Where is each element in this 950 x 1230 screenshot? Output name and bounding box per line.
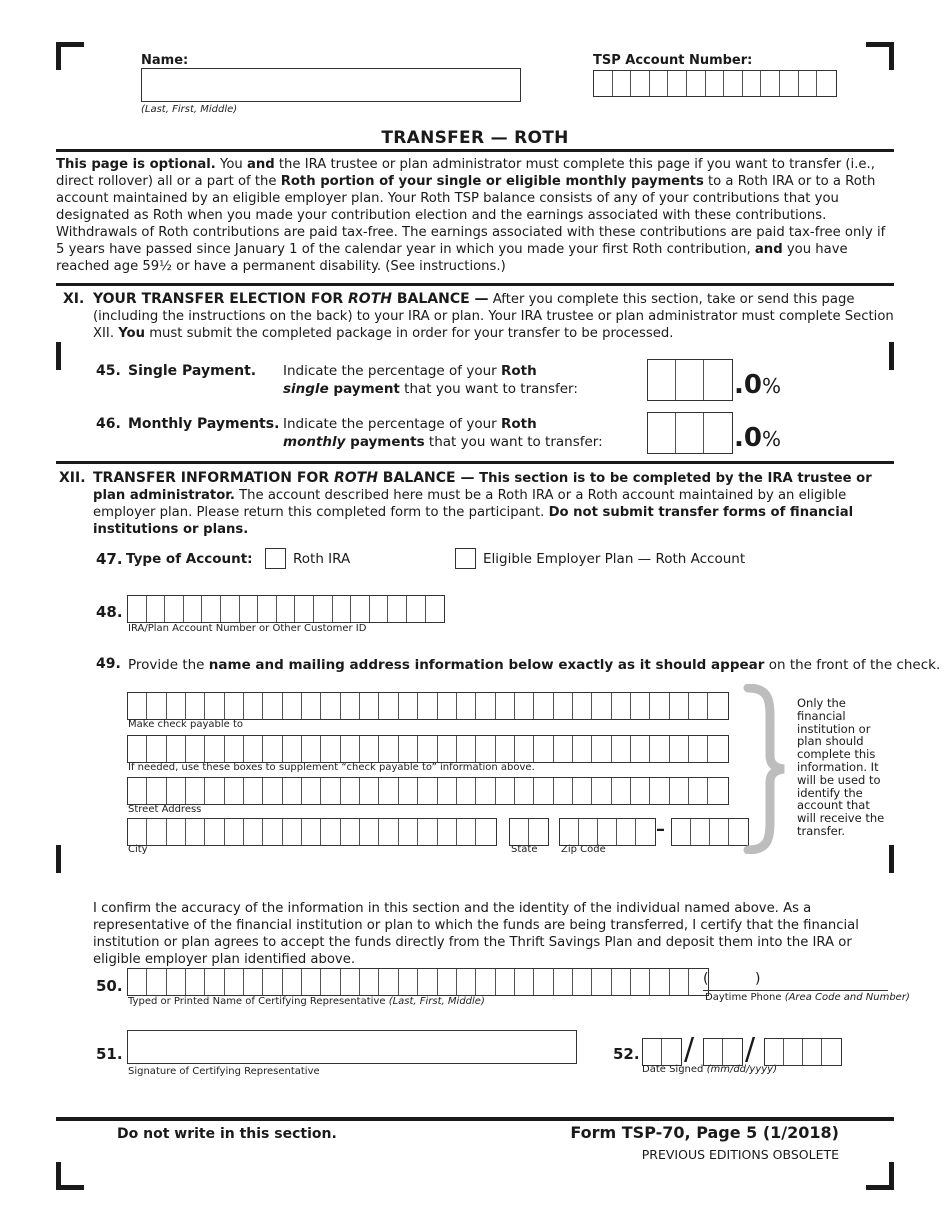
character-box[interactable] [476,736,495,762]
character-box[interactable] [612,969,631,995]
character-box[interactable] [167,693,186,719]
character-box[interactable] [379,969,398,995]
character-box[interactable] [534,778,553,804]
crop-mark-top-right [889,42,894,70]
character-box[interactable] [302,969,321,995]
character-box[interactable] [205,736,224,762]
character-box[interactable] [761,71,780,96]
character-box[interactable] [379,693,398,719]
zip-dash: – [656,819,665,840]
registration-mark-left [56,342,61,370]
character-box[interactable] [710,819,729,845]
character-box[interactable] [689,693,708,719]
character-box[interactable] [780,71,799,96]
character-box[interactable] [554,778,573,804]
name-field[interactable] [141,68,521,102]
character-box[interactable] [186,736,205,762]
character-box[interactable] [184,596,203,622]
account-id-caption: IRA/Plan Account Number or Other Customer ID [128,623,367,634]
character-box[interactable] [643,1039,662,1065]
title-rule [56,149,894,152]
character-box[interactable] [822,1039,841,1065]
section-xii-numeral: XII. [59,470,86,486]
character-box[interactable] [662,1039,681,1065]
character-box[interactable] [244,819,263,845]
character-box[interactable] [360,778,379,804]
character-box[interactable] [341,969,360,995]
character-box[interactable] [650,969,669,995]
intro-paragraph: This page is optional. You and the IRA trustee or plan administrator must complete this page if you want to transfer (i.e., direct rollover) all or a part of the Roth portion of your single or eligible monthly payments to a Roth IRA or to a Roth account maintained by an eligible employer plan. Your Roth TSP balance consists of any of your contributions that you designated as Roth when you made your contribution election and the earnings associated with these contributions. Withdrawals of Roth contributions are paid tax-free. The earnings associated with these contributions are paid tax-free only if 5 years have passed since January 1 of the calendar year in which you made your first Roth contribution, and you have reached age 59½ or have a permanent disability. (See instructions.) [56,157,886,274]
character-box[interactable] [708,693,727,719]
character-box[interactable] [244,778,263,804]
state-caption: State [511,844,538,855]
character-box[interactable] [689,778,708,804]
character-box[interactable] [670,736,689,762]
payable-to-boxes[interactable] [127,692,729,720]
character-box[interactable] [341,736,360,762]
phone-close-paren: ) [755,971,761,987]
character-box[interactable] [407,596,426,622]
character-box[interactable] [708,736,727,762]
character-box[interactable] [302,778,321,804]
date-day-boxes[interactable] [703,1038,743,1066]
account-id-boxes[interactable] [127,595,445,623]
character-box[interactable] [612,778,631,804]
character-box[interactable] [263,969,282,995]
crop-mark-bottom-right [889,1162,894,1190]
right-brace [742,684,787,854]
supplement-boxes[interactable] [127,735,729,763]
character-box[interactable] [333,596,352,622]
date-slash-1: / [684,1032,695,1067]
certification-statement: I confirm the accuracy of the information in this section and the identity of the individual named above. As a representative of the financial institution or plan to which the funds are being transferred, I certify that the financial institution or plan agrees to accept the funds directly from the Thrift Savings Plan and deposit them into the IRA or eligible employer plan identified above. [93,901,859,967]
character-box[interactable] [554,736,573,762]
character-box[interactable] [817,71,836,96]
character-box[interactable] [426,596,445,622]
character-box[interactable] [341,778,360,804]
brace-graphic [742,684,787,854]
character-box[interactable] [399,819,418,845]
q46-percentage-boxes[interactable] [647,412,733,454]
character-box[interactable] [244,969,263,995]
character-box[interactable] [128,969,147,995]
section-xii-rule [56,461,894,464]
character-box[interactable] [573,969,592,995]
character-box[interactable] [244,693,263,719]
character-box[interactable] [244,736,263,762]
character-box[interactable] [510,819,529,845]
character-box[interactable] [724,71,743,96]
character-box[interactable] [263,693,282,719]
character-box[interactable] [743,71,762,96]
character-box[interactable] [438,819,457,845]
q48-number: 48. [96,603,123,621]
character-box[interactable] [573,693,592,719]
footer-rule [56,1117,894,1121]
street-address-boxes[interactable] [127,777,729,805]
q45-label: Single Payment. [128,363,257,379]
representative-name-caption: Typed or Printed Name of Certifying Representative (Last, First, Middle) [128,996,485,1007]
character-box[interactable] [691,819,710,845]
employer-plan-checkbox[interactable] [455,548,476,569]
character-box[interactable] [225,778,244,804]
character-box[interactable] [598,819,617,845]
character-box[interactable] [418,693,437,719]
character-box[interactable] [283,736,302,762]
character-box[interactable] [167,969,186,995]
section-xii-header: XII. TRANSFER INFORMATION FOR ROTH BALANCE — This section is to be completed by the IRA trustee or plan administrator. The account described here must be a Roth IRA or a Roth account maintained by an eligible employer plan. Please return this completed form to the participant. Do not submit transfer forms of financial institutions or plans. [59,470,872,537]
character-box[interactable] [496,736,515,762]
character-box[interactable] [799,71,818,96]
character-box[interactable] [277,596,296,622]
character-box[interactable] [765,1039,784,1065]
city-caption: City [128,844,148,855]
character-box[interactable] [399,778,418,804]
character-box[interactable] [592,778,611,804]
character-box[interactable] [128,736,147,762]
character-box[interactable] [438,969,457,995]
character-box[interactable] [457,819,476,845]
character-box[interactable] [554,693,573,719]
character-box[interactable] [379,736,398,762]
character-box[interactable] [147,693,166,719]
name-caption: (Last, First, Middle) [141,104,238,115]
character-box[interactable] [128,819,147,845]
character-box[interactable] [723,1039,742,1065]
character-box[interactable] [341,819,360,845]
q52-number: 52. [613,1045,640,1063]
character-box[interactable] [321,693,340,719]
phone-open-paren: ( [703,971,709,987]
character-box[interactable] [360,693,379,719]
character-box[interactable] [592,969,611,995]
q50-number: 50. [96,977,123,995]
character-box[interactable] [225,969,244,995]
character-box[interactable] [476,969,495,995]
section-xi-numeral: XI. [63,291,85,307]
character-box[interactable] [399,736,418,762]
character-box[interactable] [631,71,650,96]
character-box[interactable] [670,969,689,995]
character-box[interactable] [706,71,725,96]
q46-label: Monthly Payments. [128,416,280,432]
character-box[interactable] [167,819,186,845]
character-box[interactable] [186,969,205,995]
character-box[interactable] [240,596,259,622]
employer-plan-option-label: Eligible Employer Plan — Roth Account [483,551,746,567]
q47-label: Type of Account: [126,551,253,567]
character-box[interactable] [617,819,636,845]
character-box[interactable] [283,693,302,719]
character-box[interactable] [399,969,418,995]
roth-ira-option-label: Roth IRA [293,551,351,567]
tsp-account-number-boxes[interactable] [593,70,837,97]
character-box[interactable] [515,778,534,804]
character-box[interactable] [283,969,302,995]
character-box[interactable] [476,819,495,845]
character-box[interactable] [534,736,553,762]
character-box[interactable] [147,596,166,622]
character-box[interactable] [147,778,166,804]
character-box[interactable] [351,596,370,622]
character-box[interactable] [612,736,631,762]
character-box[interactable] [225,736,244,762]
zip-code-caption: Zip Code [561,844,606,855]
character-box[interactable] [205,969,224,995]
do-not-write-note: Do not write in this section. [117,1126,337,1142]
q49-instruction: Provide the name and mailing address information below exactly as it should appear on the front of the check. [128,657,941,673]
character-box[interactable] [784,1039,803,1065]
character-box[interactable] [594,71,613,96]
section-xi-header: XI. YOUR TRANSFER ELECTION FOR ROTH BALANCE — After you complete this section, take or send this page (including the instructions on the back) to your IRA or plan. Your IRA trustee or plan administrator must complete Section XII. You must submit the completed package in order for your transfer to be processed. [63,291,894,341]
character-box[interactable] [302,819,321,845]
zip-code-boxes[interactable] [559,818,656,846]
payable-to-caption: Make check payable to [128,719,243,730]
q49-number: 49. [96,656,121,672]
character-box[interactable] [302,736,321,762]
signature-field[interactable] [127,1030,577,1064]
form-identifier: Form TSP-70, Page 5 (1/2018) [570,1123,839,1142]
character-box[interactable] [496,969,515,995]
character-box[interactable] [418,778,437,804]
character-box[interactable] [186,693,205,719]
character-box[interactable] [529,819,548,845]
street-address-caption: Street Address [128,804,202,815]
character-box[interactable] [225,693,244,719]
character-box[interactable] [573,778,592,804]
character-box[interactable] [321,736,340,762]
character-box[interactable] [283,778,302,804]
character-box[interactable] [438,736,457,762]
character-box[interactable] [457,693,476,719]
character-box[interactable] [202,596,221,622]
character-box[interactable] [534,969,553,995]
character-box[interactable] [438,778,457,804]
character-box[interactable] [263,736,282,762]
character-box[interactable] [321,819,340,845]
representative-name-boxes[interactable] [127,968,709,996]
character-box[interactable] [147,819,166,845]
q45-number: 45. [96,363,121,379]
supplement-caption: If needed, use these boxes to supplement “check payable to” information above. [128,762,535,773]
character-box[interactable] [672,819,691,845]
date-month-boxes[interactable] [642,1038,682,1066]
character-box[interactable] [496,778,515,804]
character-box[interactable] [205,819,224,845]
character-box[interactable] [302,693,321,719]
character-box[interactable] [708,778,727,804]
character-box[interactable] [457,778,476,804]
character-box[interactable] [631,778,650,804]
crop-mark-top-left [56,42,61,70]
phone-caption: Daytime Phone (Area Code and Number) [705,992,910,1003]
zip-extension-boxes[interactable] [671,818,749,846]
character-box[interactable] [515,736,534,762]
character-box[interactable] [258,596,277,622]
character-box[interactable] [295,596,314,622]
character-box[interactable] [186,778,205,804]
character-box[interactable] [128,693,147,719]
character-box[interactable] [221,596,240,622]
name-label: Name: [141,53,189,68]
side-note: Only the financial institution or plan should complete this information. It will be used to identify the account that will receive the transfer. [797,696,885,838]
character-box[interactable] [476,693,495,719]
roth-ira-checkbox[interactable] [265,548,286,569]
registration-mark-right [889,845,894,873]
character-box[interactable] [668,71,687,96]
character-box[interactable] [515,693,534,719]
character-box[interactable] [612,693,631,719]
character-box[interactable] [360,969,379,995]
character-box[interactable] [687,71,706,96]
character-box[interactable] [379,819,398,845]
q51-number: 51. [96,1045,123,1063]
character-box[interactable] [370,596,389,622]
date-slash-2: / [745,1032,756,1067]
character-box[interactable] [205,778,224,804]
character-box[interactable] [399,693,418,719]
character-box[interactable] [650,693,669,719]
character-box[interactable] [263,819,282,845]
character-box[interactable] [128,596,147,622]
character-box[interactable] [636,819,655,845]
character-box[interactable] [167,736,186,762]
q46-suffix: .0% [734,423,781,453]
character-box[interactable] [631,693,650,719]
character-box[interactable] [496,693,515,719]
character-box[interactable] [631,969,650,995]
character-box[interactable] [167,778,186,804]
character-box[interactable] [165,596,184,622]
character-box[interactable] [476,778,495,804]
date-year-boxes[interactable] [764,1038,842,1066]
q47-number: 47. [96,550,123,568]
character-box[interactable] [128,778,147,804]
character-box[interactable] [225,819,244,845]
character-box[interactable] [205,693,224,719]
character-box[interactable] [650,778,669,804]
character-box[interactable] [147,969,166,995]
character-box[interactable] [579,819,598,845]
character-box[interactable] [360,819,379,845]
character-box[interactable] [650,71,669,96]
character-box[interactable] [803,1039,822,1065]
character-box[interactable] [650,736,669,762]
character-box[interactable] [186,819,205,845]
obsolete-note: PREVIOUS EDITIONS OBSOLETE [641,1147,839,1162]
q45-description: Indicate the percentage of your Roth single payment that you want to transfer: [283,363,578,397]
q45-percentage-boxes[interactable] [647,359,733,401]
character-box[interactable] [613,71,632,96]
character-box[interactable] [418,819,437,845]
character-box[interactable] [554,969,573,995]
q46-number: 46. [96,416,121,432]
character-box[interactable] [418,736,437,762]
character-box[interactable] [438,693,457,719]
character-box[interactable] [321,778,340,804]
character-box[interactable] [283,819,302,845]
character-box[interactable] [263,778,282,804]
character-box[interactable] [534,693,553,719]
character-box[interactable] [631,736,650,762]
character-box[interactable] [689,736,708,762]
character-box[interactable] [360,736,379,762]
character-box[interactable] [147,736,166,762]
character-box[interactable] [515,969,534,995]
q46-description: Indicate the percentage of your Roth monthly payments that you want to transfer: [283,416,603,450]
character-box[interactable] [573,736,592,762]
character-box[interactable] [670,693,689,719]
character-box[interactable] [457,736,476,762]
character-box[interactable] [314,596,333,622]
phone-field[interactable] [703,972,888,991]
character-box[interactable] [341,693,360,719]
character-box[interactable] [418,969,437,995]
section-xi-rule [56,283,894,286]
page-title: TRANSFER — ROTH [381,128,569,148]
tsp-account-label: TSP Account Number: [593,53,753,68]
character-box[interactable] [670,778,689,804]
character-box[interactable] [592,736,611,762]
character-box[interactable] [592,693,611,719]
character-box[interactable] [388,596,407,622]
character-box[interactable] [321,969,340,995]
character-box[interactable] [457,969,476,995]
registration-mark-right [889,342,894,370]
state-boxes[interactable] [509,818,549,846]
registration-mark-left [56,845,61,873]
q45-suffix: .0% [734,370,781,400]
signature-caption: Signature of Certifying Representative [128,1066,320,1077]
date-caption: Date Signed (mm/dd/yyyy) [642,1064,777,1075]
character-box[interactable] [560,819,579,845]
character-box[interactable] [379,778,398,804]
character-box[interactable] [704,1039,723,1065]
crop-mark-bottom-left [56,1162,61,1190]
city-boxes[interactable] [127,818,497,846]
